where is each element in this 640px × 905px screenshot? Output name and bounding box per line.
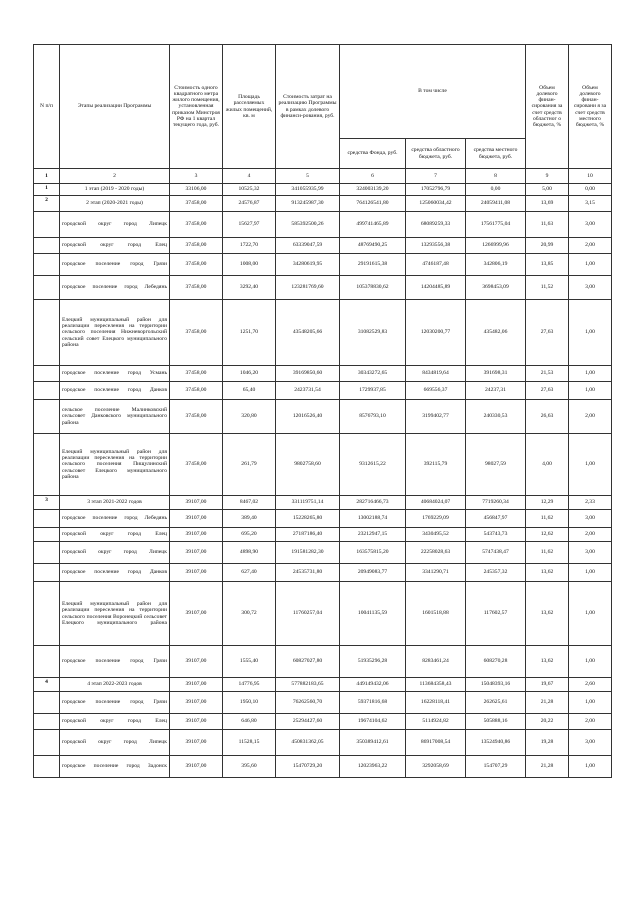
- regional-share-percent: 5,00: [526, 184, 569, 196]
- regional-share-percent: 20,99: [526, 238, 569, 254]
- local-budget-amount: 456847,97: [466, 510, 526, 528]
- local-budget-amount: 15048393,16: [466, 678, 526, 692]
- total-cost: 15470729,20: [276, 756, 340, 778]
- municipality-name: городское поселение город Задонск: [60, 756, 170, 778]
- municipality-name: Елецкий муниципальный район для реализации переселения на территории сельского поселения Воронецкий сельсовет Елецкого муниципального района: [60, 582, 170, 646]
- local-budget-amount: 17561775,04: [466, 212, 526, 238]
- local-share-percent: 1,00: [569, 382, 612, 400]
- local-share-percent: 2,00: [569, 714, 612, 730]
- municipality-row: [34, 692, 612, 714]
- local-budget-amount: 24237,31: [466, 382, 526, 400]
- local-budget-amount: 0,00: [466, 184, 526, 196]
- municipality-name: городское поселение город Данков: [60, 382, 170, 400]
- regional-budget-amount: 3292058,69: [406, 756, 466, 778]
- regional-budget-amount: 13293556,38: [406, 238, 466, 254]
- municipality-row: [34, 366, 612, 382]
- table-body: [34, 184, 612, 778]
- cost-per-sqm: 37458,00: [170, 366, 223, 382]
- total-cost: 15228265,80: [276, 510, 340, 528]
- col-number: 10: [569, 169, 612, 184]
- total-cost: 341055935,99: [276, 184, 340, 196]
- resettled-area: 65,40: [223, 382, 276, 400]
- total-cost: 2423731,54: [276, 382, 340, 400]
- fund-amount: 31082529,83: [340, 300, 406, 366]
- regional-share-percent: 21,28: [526, 756, 569, 778]
- col-number: 5: [276, 169, 340, 184]
- program-table-sheet: [33, 44, 611, 778]
- local-budget-amount: 245357,32: [466, 564, 526, 582]
- cost-per-sqm: 39107,00: [170, 714, 223, 730]
- cost-per-sqm: 39107,00: [170, 510, 223, 528]
- regional-budget-amount: 4746187,48: [406, 254, 466, 276]
- cost-per-sqm: 37458,00: [170, 276, 223, 300]
- row-index: [34, 564, 60, 582]
- row-index: [34, 434, 60, 496]
- total-cost: 123281769,60: [276, 276, 340, 300]
- local-share-percent: 3,15: [569, 196, 612, 212]
- row-index: 4: [34, 678, 60, 692]
- col-number: 2: [60, 169, 170, 184]
- local-share-percent: 1,00: [569, 756, 612, 778]
- municipality-name: городской округ город Липецк: [60, 542, 170, 564]
- header-area: Площадь расселяемых жилых помещений, кв. м: [223, 45, 276, 169]
- cost-per-sqm: 39107,00: [170, 542, 223, 564]
- local-share-percent: 1,00: [569, 692, 612, 714]
- regional-share-percent: 12,29: [526, 496, 569, 510]
- col-number: 3: [170, 169, 223, 184]
- municipality-row: [34, 300, 612, 366]
- cost-per-sqm: 37458,00: [170, 382, 223, 400]
- regional-budget-amount: 5114924,82: [406, 714, 466, 730]
- local-budget-amount: 117602,57: [466, 582, 526, 646]
- total-cost: 34280619,95: [276, 254, 340, 276]
- local-share-percent: 1,00: [569, 582, 612, 646]
- local-budget-amount: 5747438,47: [466, 542, 526, 564]
- regional-budget-amount: 86917008,54: [406, 730, 466, 756]
- col-number: 9: [526, 169, 569, 184]
- local-share-percent: 3,00: [569, 276, 612, 300]
- row-index: [34, 730, 60, 756]
- regional-share-percent: 11,52: [526, 276, 569, 300]
- header-cost-sqm: Стоимость одного квадратного метра жилого помещения, установленная приказом Минстроя РФ на 1 квартал текущего года, руб.: [170, 45, 223, 169]
- regional-share-percent: 13,85: [526, 254, 569, 276]
- row-index: [34, 542, 60, 564]
- total-cost: 191581282,30: [276, 542, 340, 564]
- regional-share-percent: 19,67: [526, 678, 569, 692]
- total-cost: 11760257,04: [276, 582, 340, 646]
- total-cost: 27187186,40: [276, 528, 340, 542]
- resettled-area: 1251,70: [223, 300, 276, 366]
- resettled-area: 14776,95: [223, 678, 276, 692]
- local-share-percent: 1,00: [569, 434, 612, 496]
- fund-amount: 8576793,10: [340, 400, 406, 434]
- cost-per-sqm: 37458,00: [170, 196, 223, 212]
- local-share-percent: 3,00: [569, 212, 612, 238]
- row-index: [34, 400, 60, 434]
- header-numbers-row: [34, 169, 612, 184]
- row-index: 3: [34, 496, 60, 510]
- local-share-percent: 1,00: [569, 300, 612, 366]
- resettled-area: 320,80: [223, 400, 276, 434]
- municipality-name: городской округ город Елец: [60, 238, 170, 254]
- fund-amount: 48769490,25: [340, 238, 406, 254]
- fund-amount: 499741465,89: [340, 212, 406, 238]
- cost-per-sqm: 39107,00: [170, 756, 223, 778]
- resettled-area: 261,79: [223, 434, 276, 496]
- stage-row: [34, 678, 612, 692]
- regional-budget-amount: 8434819,64: [406, 366, 466, 382]
- header-share-regional: Объем долевого финан-сирования за счет средств областног о бюджета, %: [526, 45, 569, 169]
- header-total-cost: Стоимость затрат на реализацию Программы в рамках долевого финанси-рования, руб.: [276, 45, 340, 169]
- resettled-area: 646,80: [223, 714, 276, 730]
- municipality-row: [34, 434, 612, 496]
- fund-amount: 30343272,65: [340, 366, 406, 382]
- fund-amount: 324003139,20: [340, 184, 406, 196]
- total-cost: 60827027,80: [276, 646, 340, 678]
- local-budget-amount: 435482,06: [466, 300, 526, 366]
- program-funding-table: [33, 44, 612, 778]
- municipality-row: [34, 254, 612, 276]
- total-cost: 63339047,59: [276, 238, 340, 254]
- municipality-name: Елецкий муниципальный район для реализации переселения на территории сельского поселения Нижневоргольский сельский совет Елецкого муниципального района: [60, 300, 170, 366]
- municipality-row: [34, 564, 612, 582]
- resettled-area: 3292,40: [223, 276, 276, 300]
- regional-share-percent: 27,63: [526, 300, 569, 366]
- regional-share-percent: 26,63: [526, 400, 569, 434]
- regional-share-percent: 21,28: [526, 692, 569, 714]
- municipality-row: [34, 714, 612, 730]
- local-share-percent: 2,00: [569, 400, 612, 434]
- municipality-name: городское поселение город Грязи: [60, 646, 170, 678]
- local-share-percent: 2,00: [569, 238, 612, 254]
- total-cost: 585392500,26: [276, 212, 340, 238]
- resettled-area: 10525,32: [223, 184, 276, 196]
- fund-amount: 59371816,68: [340, 692, 406, 714]
- cost-per-sqm: 39107,00: [170, 496, 223, 510]
- cost-per-sqm: 39107,00: [170, 646, 223, 678]
- row-index: [34, 366, 60, 382]
- row-index: [34, 212, 60, 238]
- municipality-name: городское поселение город Грязи: [60, 254, 170, 276]
- cost-per-sqm: 39107,00: [170, 564, 223, 582]
- regional-share-percent: 27,63: [526, 382, 569, 400]
- regional-share-percent: 13,69: [526, 196, 569, 212]
- fund-amount: 12023963,22: [340, 756, 406, 778]
- total-cost: 913245987,30: [276, 196, 340, 212]
- regional-budget-amount: 12030200,77: [406, 300, 466, 366]
- col-number: 6: [340, 169, 406, 184]
- resettled-area: 389,40: [223, 510, 276, 528]
- municipality-name: сельское поселение Малинковский сельсовет Данковского муниципального района: [60, 400, 170, 434]
- resettled-area: 4898,90: [223, 542, 276, 564]
- cost-per-sqm: 39107,00: [170, 678, 223, 692]
- resettled-area: 11528,15: [223, 730, 276, 756]
- stage-row: [34, 496, 612, 510]
- regional-budget-amount: 669556,37: [406, 382, 466, 400]
- cost-per-sqm: 39107,00: [170, 528, 223, 542]
- regional-budget-amount: 3341290,71: [406, 564, 466, 582]
- header-fund: средства Фонда, руб.: [340, 139, 406, 169]
- local-share-percent: 2,60: [569, 678, 612, 692]
- col-number: 8: [466, 169, 526, 184]
- cost-per-sqm: 39107,00: [170, 582, 223, 646]
- local-share-percent: 1,00: [569, 646, 612, 678]
- total-cost: 450831362,05: [276, 730, 340, 756]
- fund-amount: 29191615,38: [340, 254, 406, 276]
- fund-amount: 19674104,62: [340, 714, 406, 730]
- row-index: [34, 528, 60, 542]
- municipality-row: [34, 276, 612, 300]
- stage-name: 4 этап 2022-2023 годов: [60, 678, 170, 692]
- municipality-row: [34, 400, 612, 434]
- fund-amount: 105378830,62: [340, 276, 406, 300]
- total-cost: 577882183,65: [276, 678, 340, 692]
- total-cost: 43548205,66: [276, 300, 340, 366]
- regional-share-percent: 13,62: [526, 646, 569, 678]
- cost-per-sqm: 37458,00: [170, 212, 223, 238]
- local-share-percent: 3,00: [569, 510, 612, 528]
- total-cost: 12016526,40: [276, 400, 340, 434]
- resettled-area: 24576,87: [223, 196, 276, 212]
- header-row: [34, 45, 612, 139]
- municipality-row: [34, 382, 612, 400]
- local-share-percent: 1,00: [569, 366, 612, 382]
- municipality-row: [34, 730, 612, 756]
- regional-budget-amount: 125060034,42: [406, 196, 466, 212]
- stage-row: [34, 196, 612, 212]
- municipality-row: [34, 510, 612, 528]
- resettled-area: 15627,97: [223, 212, 276, 238]
- row-index: [34, 238, 60, 254]
- local-budget-amount: 24059411,08: [466, 196, 526, 212]
- municipality-row: [34, 238, 612, 254]
- municipality-row: [34, 582, 612, 646]
- regional-budget-amount: 16228118,41: [406, 692, 466, 714]
- resettled-area: 1722,70: [223, 238, 276, 254]
- regional-budget-amount: 3430495,52: [406, 528, 466, 542]
- col-number: 4: [223, 169, 276, 184]
- row-index: [34, 510, 60, 528]
- local-budget-amount: 154707,29: [466, 756, 526, 778]
- municipality-row: [34, 542, 612, 564]
- stage-name: 1 этап (2019 - 2020 годы): [60, 184, 170, 196]
- resettled-area: 395,60: [223, 756, 276, 778]
- header-share-local: Объем долевого финан-сировани я за счет средств местного бюджета, %: [569, 45, 612, 169]
- resettled-area: 300,72: [223, 582, 276, 646]
- municipality-row: [34, 212, 612, 238]
- municipality-row: [34, 528, 612, 542]
- row-index: [34, 582, 60, 646]
- fund-amount: 51935296,28: [340, 646, 406, 678]
- municipality-name: Елецкий муниципальный район для реализации переселения на территории сельского поселения Пищулинский сельсовет Елецкого муниципального района: [60, 434, 170, 496]
- resettled-area: 627,40: [223, 564, 276, 582]
- local-budget-amount: 13524940,86: [466, 730, 526, 756]
- header-local: средства местного бюджета, руб.: [466, 139, 526, 169]
- cost-per-sqm: 33106,00: [170, 184, 223, 196]
- fund-amount: 764126541,80: [340, 196, 406, 212]
- local-budget-amount: 240330,53: [466, 400, 526, 434]
- cost-per-sqm: 37458,00: [170, 434, 223, 496]
- regional-budget-amount: 8283461,24: [406, 646, 466, 678]
- local-budget-amount: 3698453,09: [466, 276, 526, 300]
- total-cost: 25294427,60: [276, 714, 340, 730]
- fund-amount: 13002188,74: [340, 510, 406, 528]
- regional-share-percent: 4,00: [526, 434, 569, 496]
- total-cost: 9802758,60: [276, 434, 340, 496]
- regional-share-percent: 13,62: [526, 564, 569, 582]
- row-index: [34, 714, 60, 730]
- total-cost: 76262560,70: [276, 692, 340, 714]
- municipality-name: городской округ город Елец: [60, 528, 170, 542]
- row-index: [34, 382, 60, 400]
- local-budget-amount: 98027,59: [466, 434, 526, 496]
- municipality-name: городское поселение город Лебедянь: [60, 276, 170, 300]
- local-budget-amount: 505888,16: [466, 714, 526, 730]
- regional-share-percent: 11,62: [526, 542, 569, 564]
- stage-name: 3 этап 2021-2022 годов: [60, 496, 170, 510]
- local-share-percent: 3,00: [569, 542, 612, 564]
- regional-budget-amount: 1769229,09: [406, 510, 466, 528]
- municipality-name: городской округ город Липецк: [60, 212, 170, 238]
- municipality-name: городской округ город Елец: [60, 714, 170, 730]
- regional-budget-amount: 40684024,07: [406, 496, 466, 510]
- local-share-percent: 1,00: [569, 254, 612, 276]
- regional-budget-amount: 22258028,63: [406, 542, 466, 564]
- header-stages: Этапы реализации Программы: [60, 45, 170, 169]
- cost-per-sqm: 37458,00: [170, 238, 223, 254]
- fund-amount: 10041135,59: [340, 582, 406, 646]
- resettled-area: 1950,10: [223, 692, 276, 714]
- local-share-percent: 0,00: [569, 184, 612, 196]
- row-index: 1: [34, 184, 60, 196]
- total-cost: 39169850,60: [276, 366, 340, 382]
- local-share-percent: 2,33: [569, 496, 612, 510]
- row-index: [34, 254, 60, 276]
- resettled-area: 1008,00: [223, 254, 276, 276]
- stage-row: [34, 184, 612, 196]
- fund-amount: 23212947,15: [340, 528, 406, 542]
- header-regional: средства областного бюджета, руб.: [406, 139, 466, 169]
- fund-amount: 20949083,77: [340, 564, 406, 582]
- regional-budget-amount: 1601518,88: [406, 582, 466, 646]
- cost-per-sqm: 39107,00: [170, 692, 223, 714]
- regional-budget-amount: 17052796,79: [406, 184, 466, 196]
- municipality-name: городской округ город Липецк: [60, 730, 170, 756]
- local-budget-amount: 391698,31: [466, 366, 526, 382]
- municipality-name: городское поселение город Данков: [60, 564, 170, 582]
- fund-amount: 9312615,22: [340, 434, 406, 496]
- local-budget-amount: 7719260,34: [466, 496, 526, 510]
- regional-share-percent: 11,62: [526, 510, 569, 528]
- local-share-percent: 3,00: [569, 730, 612, 756]
- resettled-area: 8467,02: [223, 496, 276, 510]
- stage-name: 2 этап (2020-2021 годы): [60, 196, 170, 212]
- regional-share-percent: 19,28: [526, 730, 569, 756]
- row-index: [34, 692, 60, 714]
- municipality-name: городское поселение город Грязи: [60, 692, 170, 714]
- row-index: 2: [34, 196, 60, 212]
- local-budget-amount: 543743,73: [466, 528, 526, 542]
- local-budget-amount: 262625,61: [466, 692, 526, 714]
- regional-budget-amount: 68089259,33: [406, 212, 466, 238]
- row-index: [34, 300, 60, 366]
- total-cost: 331119751,14: [276, 496, 340, 510]
- fund-amount: 350389412,61: [340, 730, 406, 756]
- row-index: [34, 276, 60, 300]
- local-budget-amount: 342806,19: [466, 254, 526, 276]
- row-index: [34, 646, 60, 678]
- row-index: [34, 756, 60, 778]
- resettled-area: 1046,20: [223, 366, 276, 382]
- local-budget-amount: 608270,28: [466, 646, 526, 678]
- local-share-percent: 1,00: [569, 564, 612, 582]
- cost-per-sqm: 39107,00: [170, 730, 223, 756]
- regional-budget-amount: 3199402,77: [406, 400, 466, 434]
- regional-share-percent: 13,62: [526, 582, 569, 646]
- regional-budget-amount: 14204485,89: [406, 276, 466, 300]
- municipality-row: [34, 756, 612, 778]
- local-share-percent: 2,00: [569, 528, 612, 542]
- local-budget-amount: 1266999,96: [466, 238, 526, 254]
- total-cost: 24535731,80: [276, 564, 340, 582]
- fund-amount: 449149432,06: [340, 678, 406, 692]
- regional-share-percent: 11,63: [526, 212, 569, 238]
- header-including: В том числе: [340, 45, 526, 139]
- municipality-name: городское поселение город Усмань: [60, 366, 170, 382]
- fund-amount: 163575815,20: [340, 542, 406, 564]
- resettled-area: 695,20: [223, 528, 276, 542]
- regional-share-percent: 12,62: [526, 528, 569, 542]
- fund-amount: 282716466,73: [340, 496, 406, 510]
- cost-per-sqm: 37458,00: [170, 400, 223, 434]
- regional-budget-amount: 113684358,43: [406, 678, 466, 692]
- col-number: 1: [34, 169, 60, 184]
- regional-share-percent: 21,53: [526, 366, 569, 382]
- header-n: N п/п: [34, 45, 60, 169]
- regional-budget-amount: 392115,79: [406, 434, 466, 496]
- municipality-name: городское поселение город Лебедянь: [60, 510, 170, 528]
- resettled-area: 1555,40: [223, 646, 276, 678]
- municipality-row: [34, 646, 612, 678]
- fund-amount: 1729937,85: [340, 382, 406, 400]
- col-number: 7: [406, 169, 466, 184]
- regional-share-percent: 20,22: [526, 714, 569, 730]
- cost-per-sqm: 37458,00: [170, 254, 223, 276]
- cost-per-sqm: 37458,00: [170, 300, 223, 366]
